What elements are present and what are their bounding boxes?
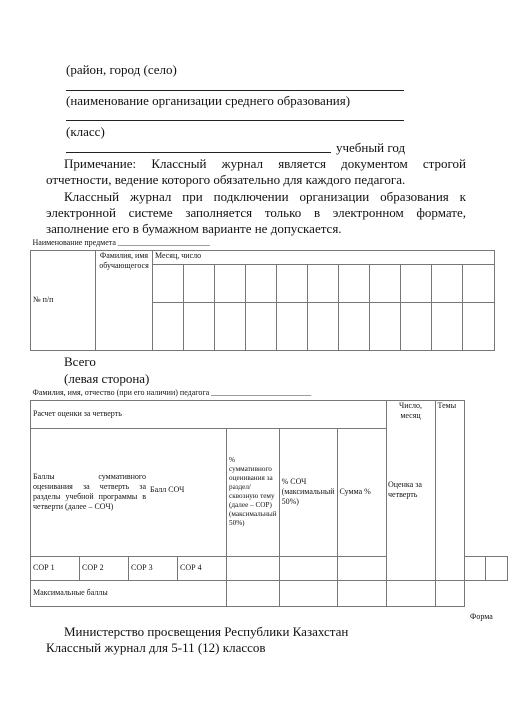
teacher-label: Фамилия, имя, отчество (при его наличии) педагога _________________________: [31, 388, 465, 400]
electronic-paragraph: Классный журнал при подключении организации образования к электронной системе заполняется только в электронном формате, заполнение его в бумажном варианте не допускается.: [46, 189, 466, 236]
date-cell: [432, 264, 463, 302]
empty-cell: [386, 580, 435, 606]
total-label: Всего: [64, 354, 96, 369]
ministry-title: Министерство просвещения Республики Казахстан: [64, 624, 349, 639]
class-caption: (класс): [66, 124, 105, 139]
organization-caption: (наименование организации среднего образования): [66, 93, 351, 108]
sor-4-cell: СОР 4: [178, 556, 227, 580]
organization-underline: [66, 90, 404, 91]
col-number: № п/п: [31, 250, 96, 350]
soch-score-header: Балл СОЧ: [150, 485, 185, 494]
empty-cell: [464, 556, 486, 580]
empty-cell: [486, 556, 508, 580]
col-student-name: Фамилия, имя обучающегося: [96, 250, 153, 350]
percent-sor-header: % суммативного оценивания за раздел/сквозную тему (далее – СОР) (максимальный 50%): [227, 428, 280, 556]
date-cell: [401, 264, 432, 302]
date-cell: [246, 302, 277, 350]
form-label: Форма: [470, 612, 493, 621]
date-cell: [432, 302, 463, 350]
topics-header: Темы: [435, 400, 464, 580]
date-cell: [184, 302, 215, 350]
max-scores-label: Максимальные баллы: [31, 580, 227, 606]
empty-cell: [279, 556, 337, 580]
empty-cell: [227, 556, 280, 580]
date-cell: [339, 264, 370, 302]
left-side-label: (левая сторона): [64, 371, 150, 386]
grades-table: [30, 388, 508, 607]
year-caption: учебный год: [336, 140, 406, 155]
sor-1-cell: СОР 1: [31, 556, 80, 580]
district-caption: (район, город (село): [66, 62, 177, 77]
empty-cell: [337, 556, 386, 580]
empty-cell: [227, 580, 280, 606]
date-cell: [370, 264, 401, 302]
date-cell: [463, 302, 495, 350]
date-cell: [308, 302, 339, 350]
subject-label: Наименование предмета _______________________: [31, 238, 495, 250]
date-cell: [370, 302, 401, 350]
date-cell: [153, 302, 184, 350]
date-cell: [246, 264, 277, 302]
summative-scores-header: Баллы суммативного оценивания за четверть за разделы учебной программы в четверти (далее – СОЧ): [31, 428, 227, 556]
date-cell: [401, 302, 432, 350]
empty-cell: [337, 580, 386, 606]
quarter-grade-header: Оценка за четверть: [388, 480, 422, 499]
number-month-header: Число, месяц: [386, 400, 435, 580]
date-cell: [153, 264, 184, 302]
attendance-table: [30, 238, 495, 351]
col-month-date: Месяц, число: [153, 250, 495, 264]
class-underline: [66, 120, 404, 121]
quarter-calc-header: Расчет оценки за четверть: [31, 400, 387, 428]
note-paragraph: Примечание: Классный журнал является документом строгой отчетности, ведение которого обязательно для каждого педагога.: [46, 156, 466, 187]
empty-cell: [279, 580, 337, 606]
date-cell: [215, 264, 246, 302]
sor-2-cell: СОР 2: [80, 556, 129, 580]
date-cell: [277, 302, 308, 350]
journal-title: Классный журнал для 5-11 (12) классов: [46, 640, 266, 655]
date-cell: [184, 264, 215, 302]
date-cell: [463, 264, 495, 302]
date-cell: [277, 264, 308, 302]
sum-percent-header: Сумма %: [337, 428, 386, 556]
date-cell: [308, 264, 339, 302]
date-cell: [339, 302, 370, 350]
year-underline: [66, 152, 331, 153]
date-cell: [215, 302, 246, 350]
empty-cell: [435, 580, 464, 606]
percent-soch-header: % СОЧ (максимальный 50%): [279, 428, 337, 556]
sor-3-cell: СОР 3: [129, 556, 178, 580]
